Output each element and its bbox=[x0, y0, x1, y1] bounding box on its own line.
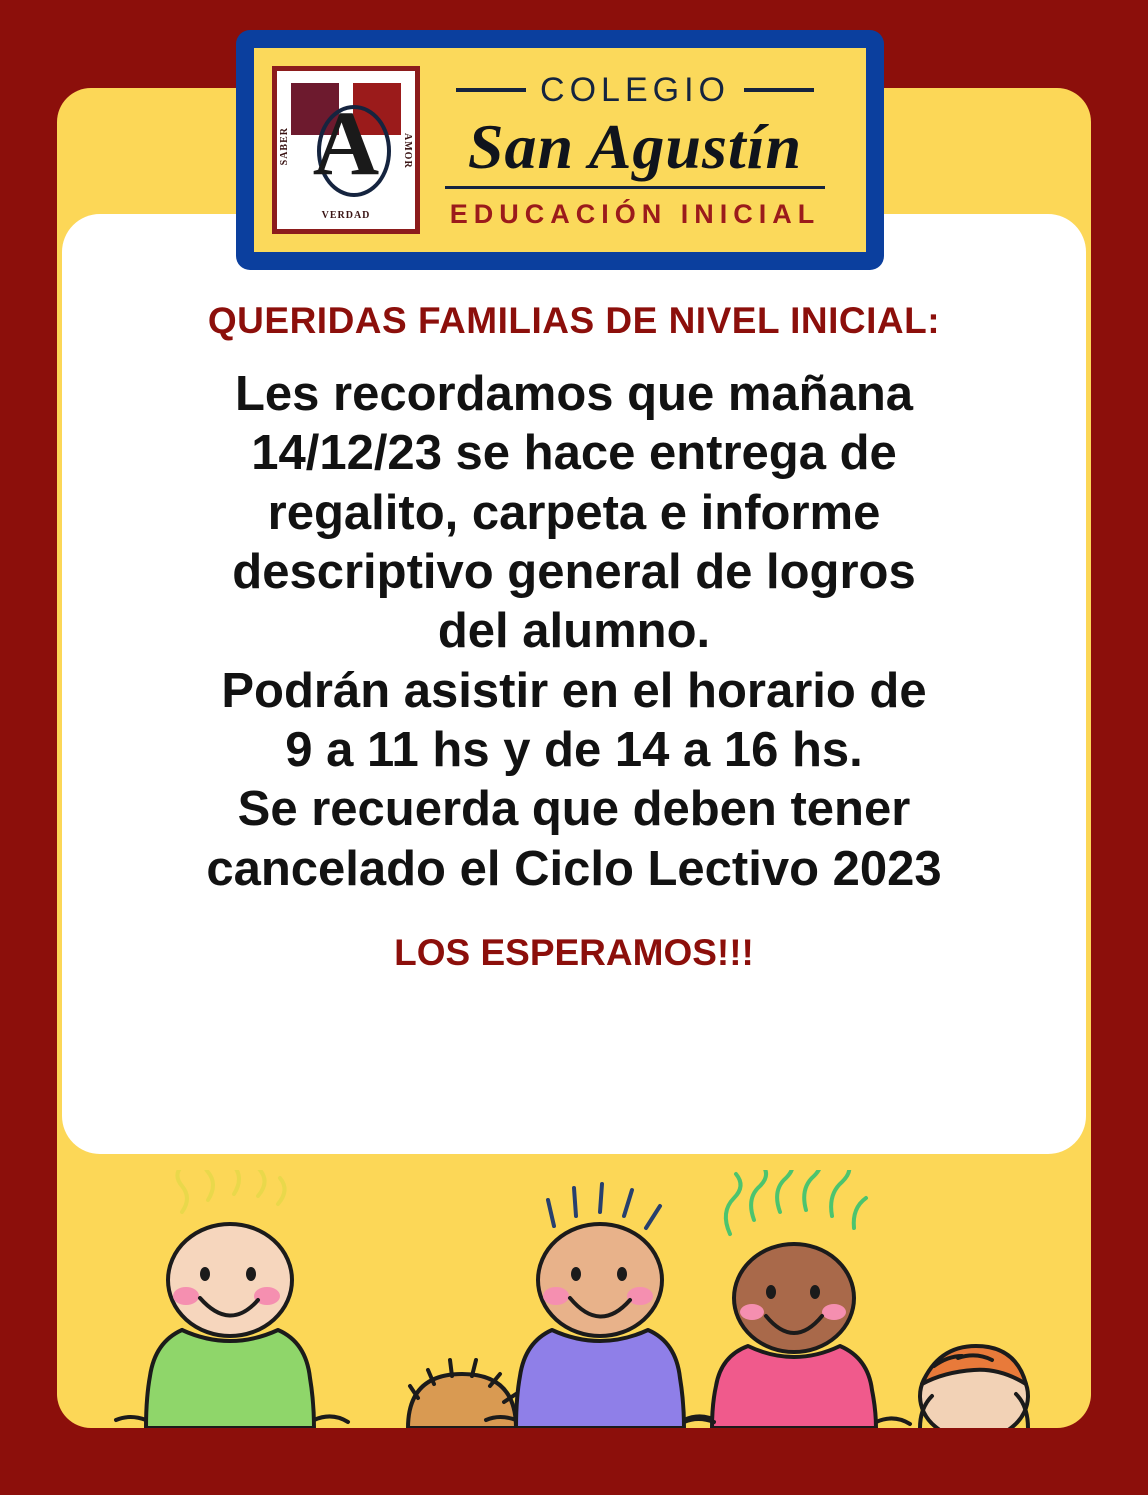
crest-letter: A bbox=[312, 92, 380, 194]
child-left bbox=[116, 1170, 348, 1428]
school-crest-icon bbox=[272, 66, 420, 234]
notice-line: descriptivo general de logros bbox=[232, 544, 916, 599]
notice-line: 9 a 11 hs y de 14 a 16 hs. bbox=[285, 722, 863, 777]
notice-line: Podrán asistir en el horario de bbox=[221, 663, 927, 718]
crest-label-saber: SABER bbox=[279, 127, 290, 166]
notice-line: Les recordamos que mañana bbox=[234, 367, 914, 421]
colegio-row bbox=[420, 71, 850, 110]
notice-heading: QUERIDAS FAMILIAS DE NIVEL INICIAL: bbox=[207, 300, 941, 341]
logo-subtitle: EDUCACIÓN INICIAL bbox=[449, 198, 821, 229]
crest-label-verdad: VERDAD bbox=[321, 210, 371, 221]
notice-line: Se recuerda que deben tener bbox=[237, 782, 911, 837]
child-right bbox=[684, 1170, 910, 1428]
notice-line: del alumno. bbox=[437, 604, 711, 659]
child-middle bbox=[486, 1184, 718, 1428]
wordmark-divider bbox=[445, 186, 825, 189]
crest-label-amor: AMOR bbox=[402, 133, 413, 169]
school-logo bbox=[236, 30, 884, 270]
logo-inner bbox=[254, 48, 866, 252]
colegio-label: COLEGIO bbox=[540, 70, 730, 109]
rule-right bbox=[744, 88, 814, 92]
children-illustration bbox=[62, 1170, 1086, 1428]
notice-line: regalito, carpeta e informe bbox=[267, 485, 881, 540]
notice-body bbox=[62, 366, 1086, 898]
notice-line: 14/12/23 se hace entrega de bbox=[251, 426, 897, 481]
notice-closing: LOS ESPERAMOS!!! bbox=[394, 931, 754, 973]
logo-wordmark bbox=[420, 71, 866, 230]
notice-line: cancelado el Ciclo Lectivo 2023 bbox=[206, 841, 942, 896]
notice-content bbox=[62, 300, 1086, 974]
school-name: San Agustín bbox=[467, 110, 803, 182]
rule-left bbox=[456, 88, 526, 92]
child-far-right bbox=[920, 1346, 1028, 1428]
